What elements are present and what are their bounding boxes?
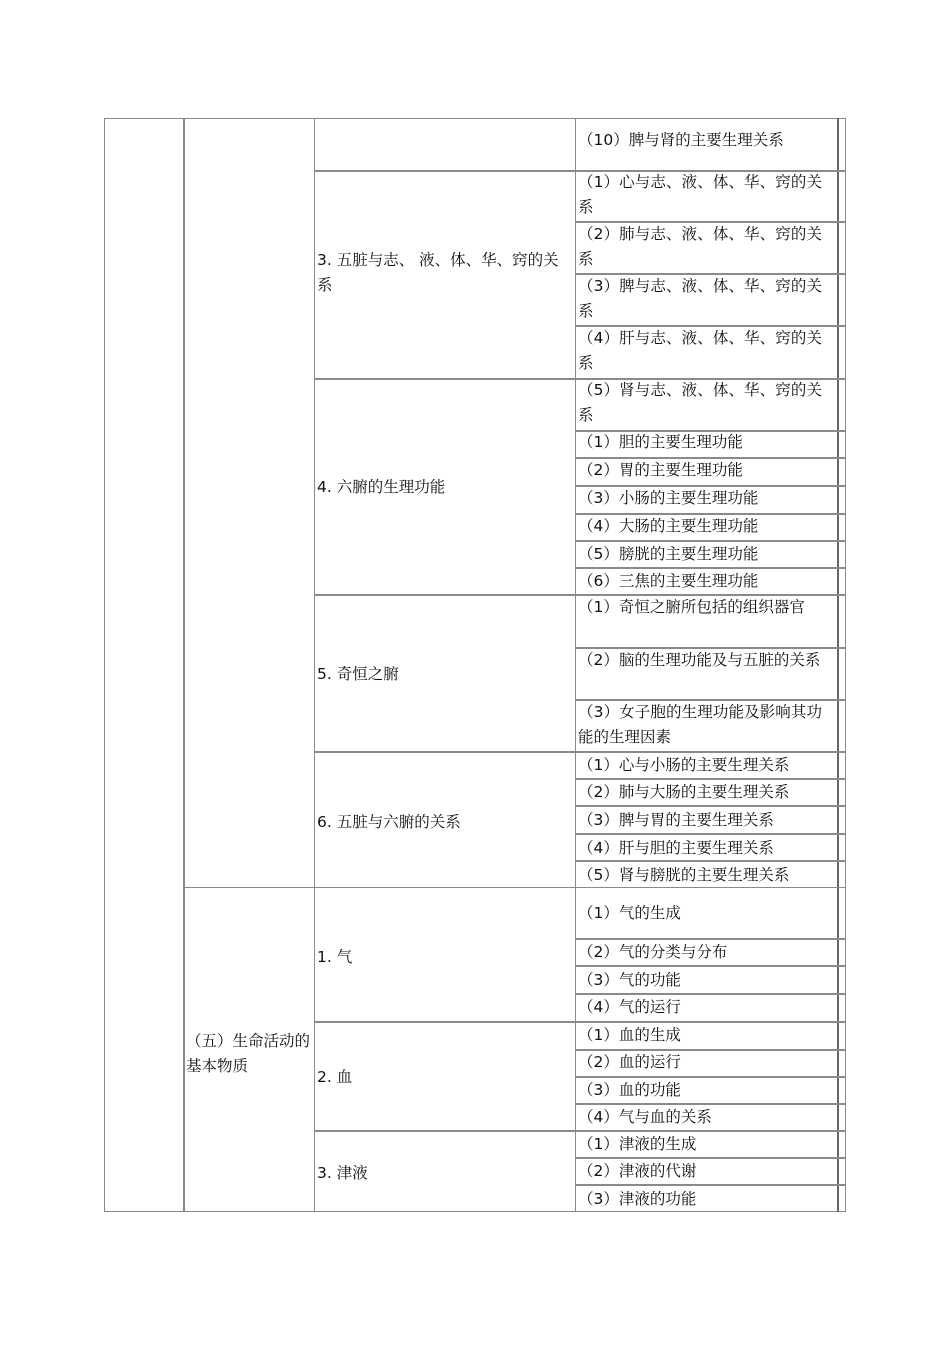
list-item: （5）膀胱的主要生理功能: [578, 545, 759, 563]
list-item: （1）心与志、液、体、华、窍的关系: [578, 173, 822, 216]
list-item: （3）脾与胃的主要生理关系: [578, 811, 774, 829]
list-item: （3）血的功能: [578, 1081, 681, 1099]
list-item: （1）气的生成: [578, 904, 681, 922]
list-item: （3）女子胞的生理功能及影响其功能的生理因素: [578, 703, 822, 746]
column-divider-3: [575, 118, 576, 1212]
item-divider: [575, 805, 846, 807]
list-item: （3）小肠的主要生理功能: [578, 489, 759, 507]
column-divider-1: [183, 118, 185, 1212]
list-item: （2）肺与志、液、体、华、窍的关系: [578, 225, 822, 268]
group-label: 4. 六腑的生理功能: [317, 478, 446, 496]
list-item: （1）心与小肠的主要生理关系: [578, 756, 790, 774]
list-item: （4）肝与志、液、体、华、窍的关系: [578, 329, 822, 372]
group-label: 3. 五脏与志、 液、体、华、窍的关系: [317, 251, 559, 294]
list-item: （2）血的运行: [578, 1053, 681, 1071]
list-item: （3）津液的功能: [578, 1190, 697, 1208]
table-border-right: [845, 118, 846, 1212]
syllabus-table: [104, 118, 846, 1212]
group-label: 2. 血: [317, 1068, 353, 1086]
item-divider: [575, 1184, 846, 1186]
list-item: （1）奇恒之腑所包括的组织器官: [578, 598, 805, 616]
list-item: （4）肝与胆的主要生理关系: [578, 839, 774, 857]
list-item: （3）脾与志、液、体、华、窍的关系: [578, 277, 822, 320]
group-label: 5. 奇恒之腑: [317, 665, 399, 683]
list-item: （2）胃的主要生理功能: [578, 461, 743, 479]
item-divider: [575, 965, 846, 967]
item-divider: [575, 833, 846, 835]
list-item: （10）脾与肾的主要生理关系: [578, 131, 784, 149]
list-item: （4）大肠的主要生理功能: [578, 517, 759, 535]
list-item: （2）脑的生理功能及与五脏的关系: [578, 651, 821, 669]
list-item: （2）气的分类与分布: [578, 943, 728, 961]
list-item: （5）肾与膀胱的主要生理关系: [578, 866, 790, 884]
list-item: （2）肺与大肠的主要生理关系: [578, 783, 790, 801]
list-item: （3）气的功能: [578, 971, 681, 989]
group-label: 6. 五脏与六腑的关系: [317, 813, 461, 831]
table-border-left: [104, 118, 105, 1212]
list-item: （5）肾与志、液、体、华、窍的关系: [578, 381, 822, 424]
list-item: （4）气的运行: [578, 998, 681, 1016]
list-item: （1）胆的主要生理功能: [578, 433, 743, 451]
list-item: （6）三焦的主要生理功能: [578, 572, 759, 590]
list-item: （1）血的生成: [578, 1026, 681, 1044]
section-label: （五）生命活动的基本物质: [186, 1032, 311, 1075]
list-item: （2）津液的代谢: [578, 1162, 697, 1180]
group-label: 3. 津液: [317, 1164, 368, 1182]
table-border-top: [104, 118, 846, 119]
column-divider-2: [314, 118, 315, 1212]
group-label: 1. 气: [317, 948, 353, 966]
list-item: （1）津液的生成: [578, 1135, 697, 1153]
column-divider-inner-right: [837, 118, 839, 1212]
list-item: （4）气与血的关系: [578, 1108, 712, 1126]
